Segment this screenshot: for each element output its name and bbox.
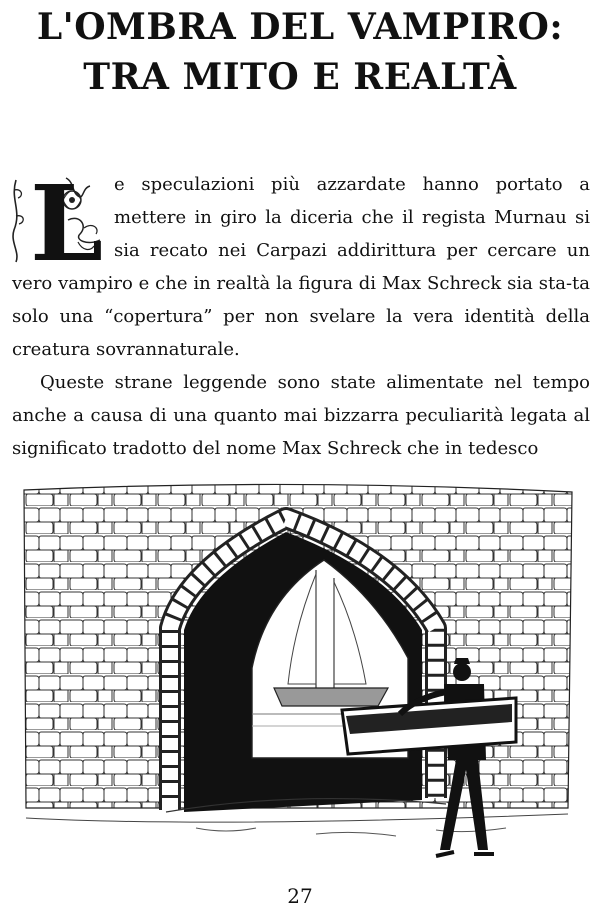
body-text	[12, 168, 590, 465]
paragraph-1-text: e speculazioni più azzardate hanno portato a mettere in giro la diceria che il regista Murnau si sia recato nei Carpazi addirittura per cercare un vero vampiro e che in realtà la figura di Max Schreck sia sta-ta solo una “copertura” per non svelare la vera identità della creatura sovrannaturale.	[12, 174, 590, 360]
page-number: 27	[287, 884, 313, 908]
chapter-title	[0, 2, 600, 102]
paragraph-2: Queste strane leggende sono state alimentate nel tempo anche a causa di una quanto mai bizzarra peculiarità legata al significato tradotto del nome Max Schreck che in tedesco	[12, 372, 590, 459]
dropcap-ornament-icon	[8, 170, 108, 266]
decorated-dropcap	[8, 170, 108, 266]
dropcap-letter: L	[30, 170, 104, 266]
chapter-title-line-1: L'OMBRA DEL VAMPIRO:	[36, 6, 564, 48]
chapter-title-line-2: TRA MITO E REALTÀ	[83, 56, 517, 98]
ship-hull	[274, 688, 388, 706]
paragraph-1	[12, 168, 590, 366]
illustration-stone-archway	[16, 478, 576, 870]
